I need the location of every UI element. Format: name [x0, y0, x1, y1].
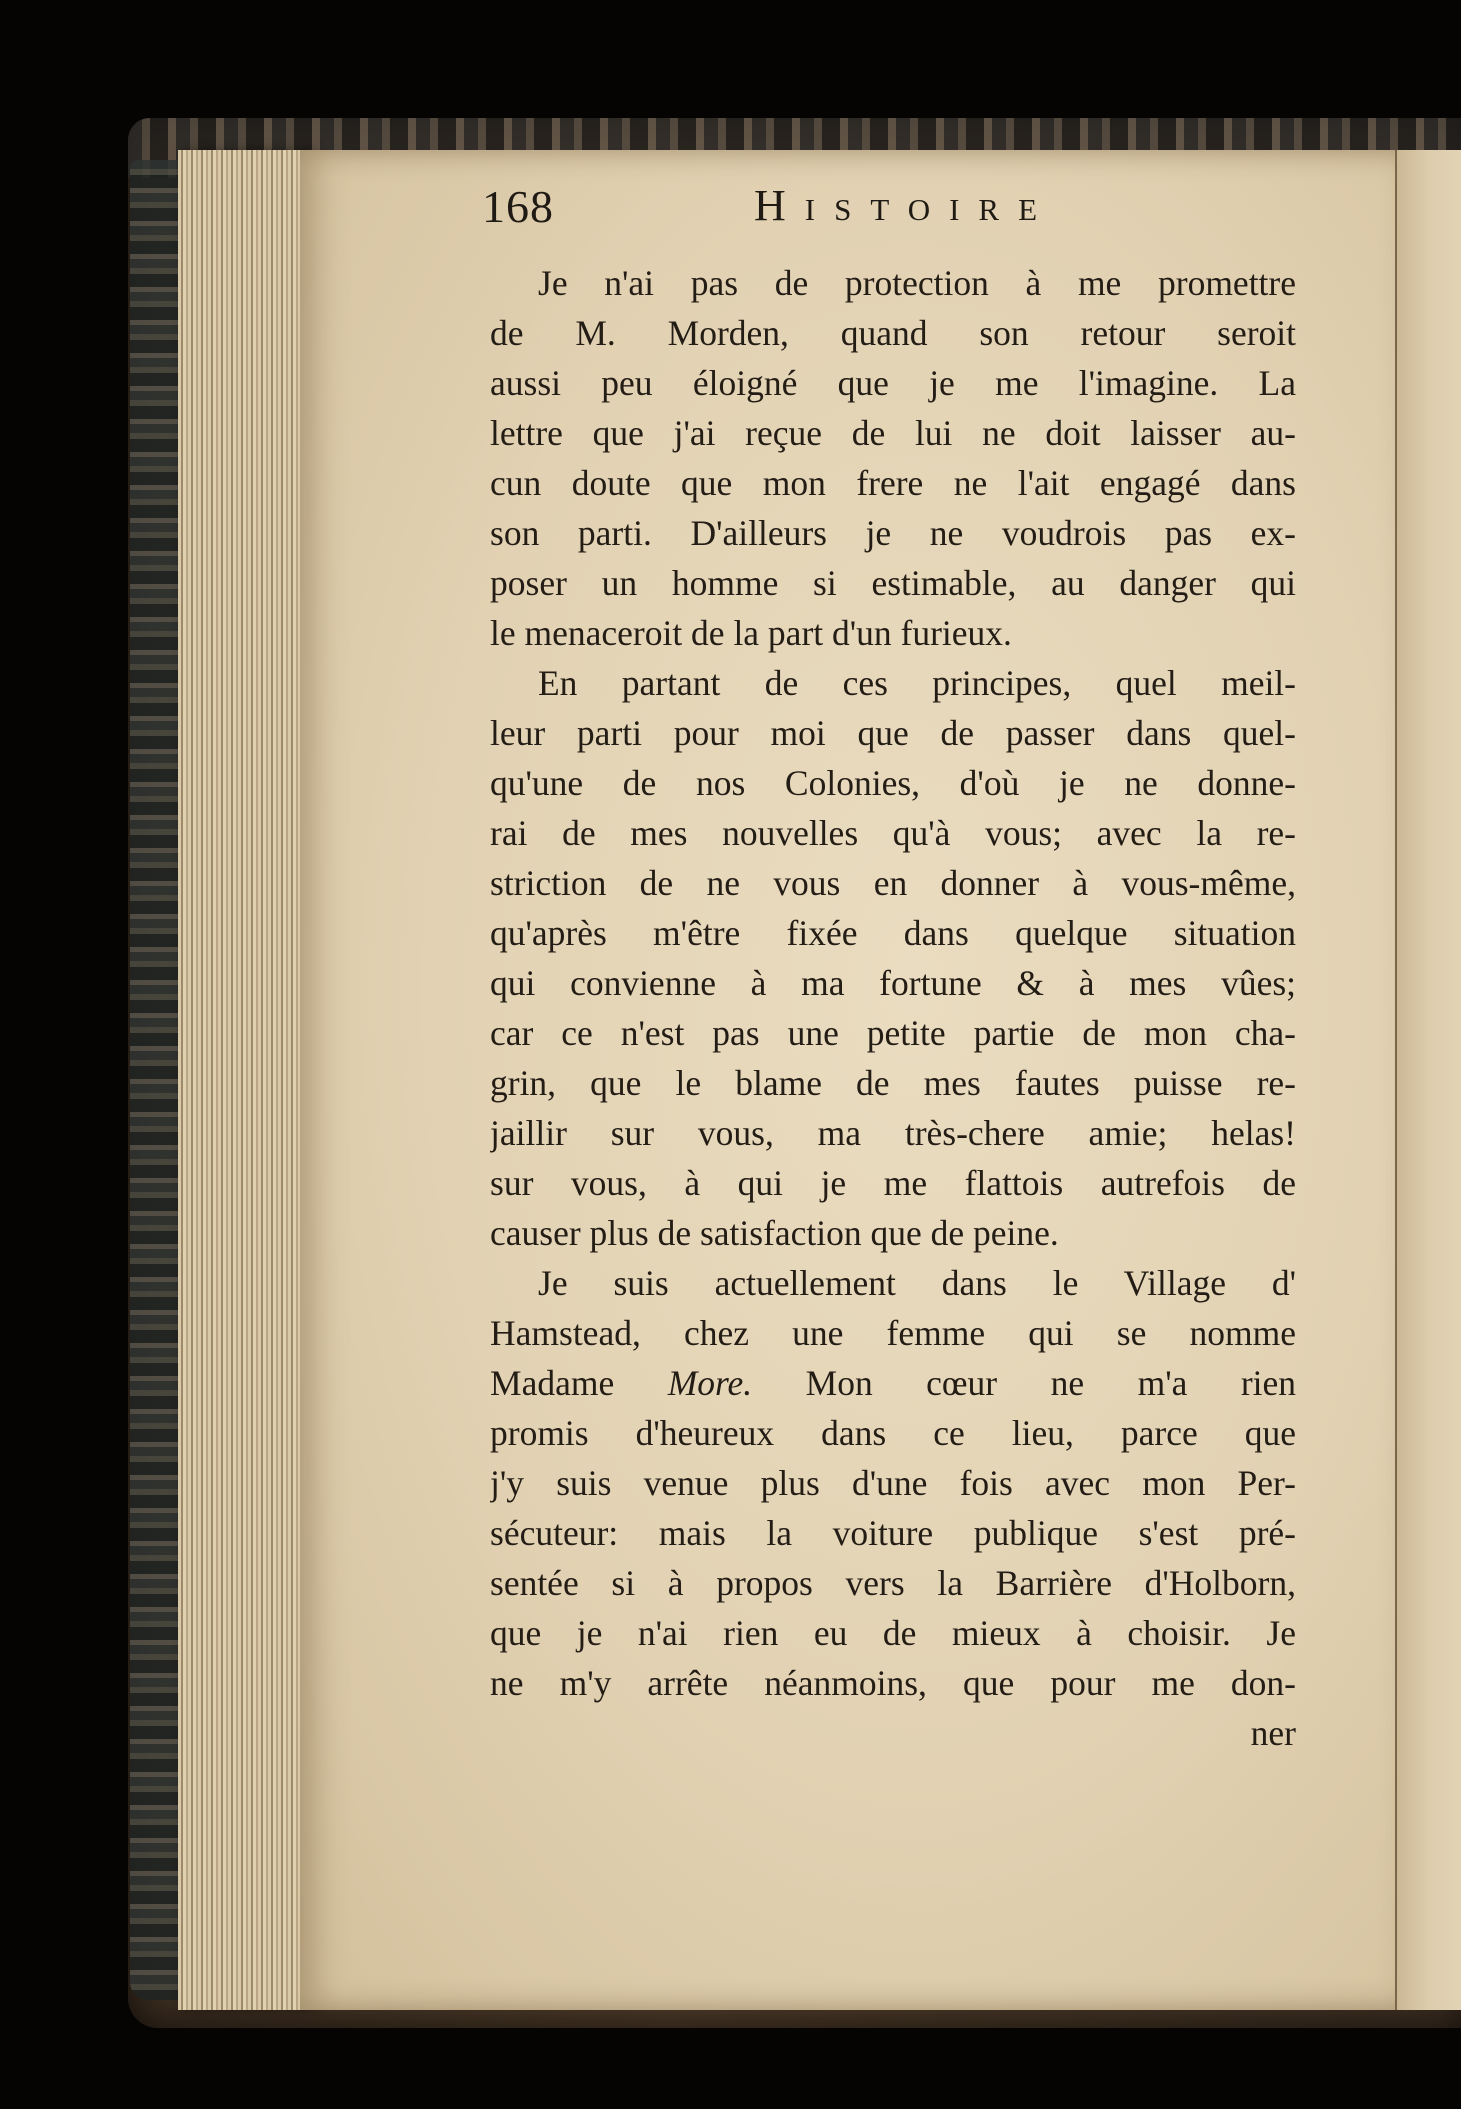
text-line: aussi peu éloigné que je me l'imagine. La [490, 363, 1296, 403]
text-line: Je n'ai pas de protection à me promettre [538, 263, 1296, 303]
text-line: leur parti pour moi que de passer dans quel- [490, 713, 1296, 753]
text-line: striction de ne vous en donner à vous-même, [490, 863, 1296, 903]
text-line: j'y suis venue plus d'une fois avec mon Per- [490, 1463, 1296, 1503]
text-line: que je n'ai rien eu de mieux à choisir. Je [490, 1613, 1296, 1653]
body-text [490, 258, 1296, 1818]
text-line: qui convienne à ma fortune & à mes vûes; [490, 963, 1296, 1003]
italic-name: More. [667, 1363, 753, 1403]
text-line: de M. Morden, quand son retour seroit [490, 313, 1296, 353]
catchword: ner [1250, 1713, 1296, 1753]
text-line: Hamstead, chez une femme qui se nomme [490, 1313, 1296, 1353]
text-line: En partant de ces principes, quel meil- [538, 663, 1296, 703]
text-line: son parti. D'ailleurs je ne voudrois pas ex- [490, 513, 1296, 553]
running-head: Histoire [754, 181, 1057, 230]
facing-page-edge [1395, 150, 1461, 2010]
text-line: ne m'y arrête néanmoins, que pour me don- [490, 1663, 1296, 1703]
text-line: causer plus de satisfaction que de peine. [490, 1213, 1059, 1253]
text-line: cun doute que mon frere ne l'ait engagé dans [490, 463, 1296, 503]
text-line: sentée si à propos vers la Barrière d'Holborn, [490, 1563, 1296, 1603]
text-line-with-italic [490, 1358, 1296, 1408]
page-edges [178, 150, 313, 2010]
text-fragment: Madame [490, 1363, 615, 1403]
text-line: lettre que j'ai reçue de lui ne doit laisser au- [490, 413, 1296, 453]
text-line: sécuteur: mais la voiture publique s'est pré- [490, 1513, 1296, 1553]
text-line: rai de mes nouvelles qu'à vous; avec la re- [490, 813, 1296, 853]
text-fragment: Mon cœur ne m'a rien [805, 1363, 1296, 1403]
page-number: 168 [482, 181, 554, 232]
text-line: car ce n'est pas une petite partie de mon cha- [490, 1013, 1296, 1053]
text-line: le menaceroit de la part d'un furieux. [490, 613, 1012, 653]
page-header [482, 180, 1302, 240]
text-line: qu'après m'être fixée dans quelque situation [490, 913, 1296, 953]
text-line: jaillir sur vous, ma très-chere amie; helas! [490, 1113, 1296, 1153]
text-line: Je suis actuellement dans le Village d' [538, 1263, 1296, 1303]
text-line: sur vous, à qui je me flattois autrefois de [490, 1163, 1296, 1203]
text-line: promis d'heureux dans ce lieu, parce que [490, 1413, 1296, 1453]
text-line: poser un homme si estimable, au danger qui [490, 563, 1296, 603]
text-line: qu'une de nos Colonies, d'où je ne donne- [490, 763, 1296, 803]
text-line: grin, que le blame de mes fautes puisse re- [490, 1063, 1296, 1103]
